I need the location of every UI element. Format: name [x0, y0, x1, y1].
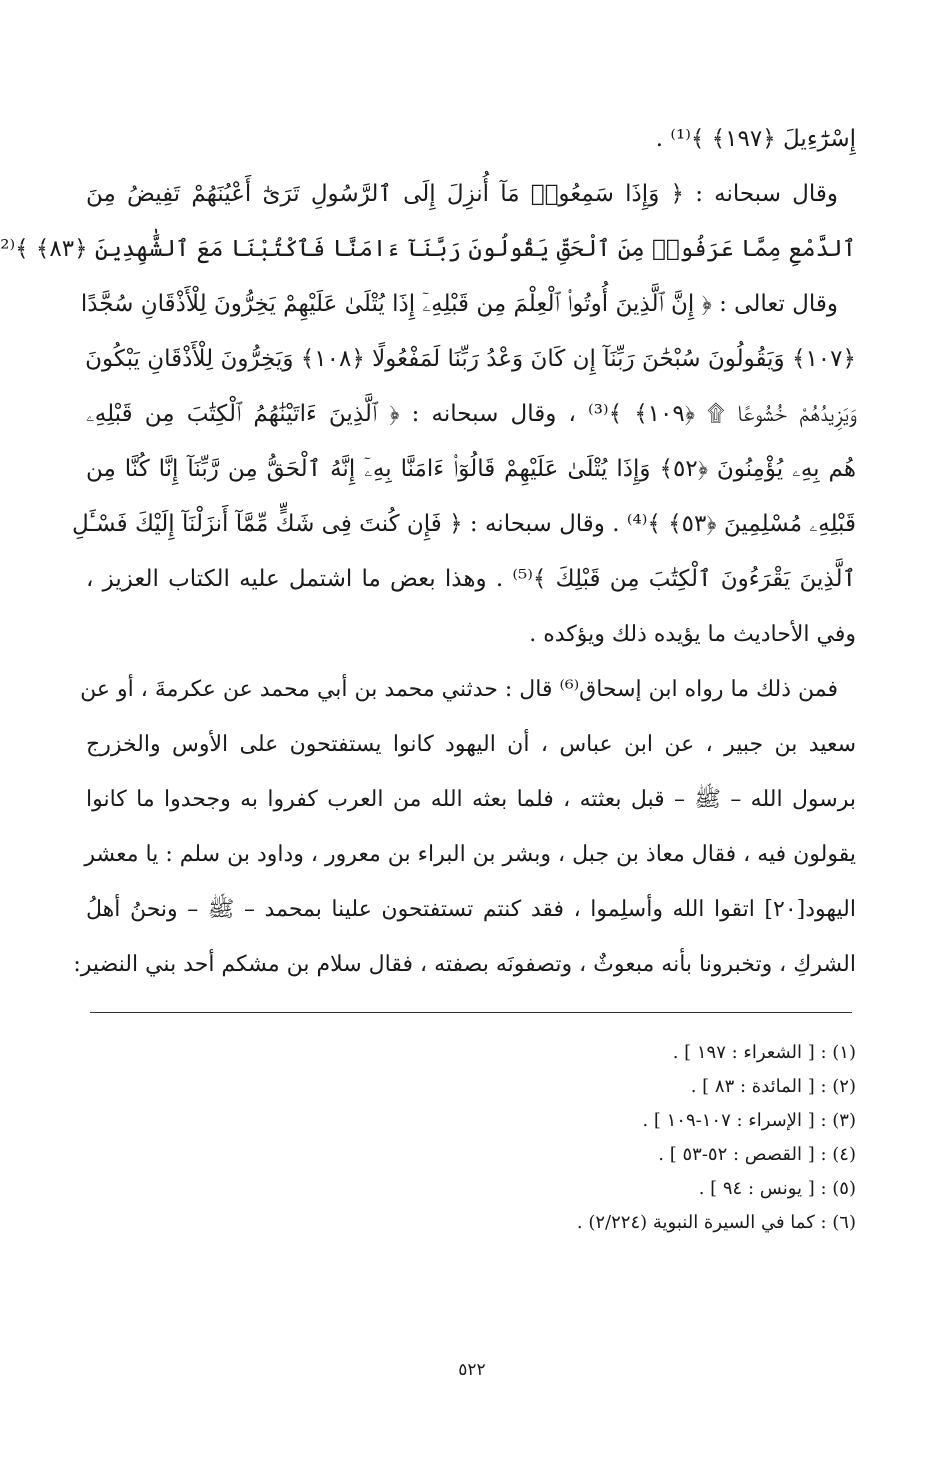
footnote-divider: [90, 1012, 852, 1013]
footnotes: [86, 1036, 856, 1240]
text-line: ٱلَّذِينَ يَقْرَءُونَ ٱلْكِتَٰبَ مِن قَبْلِكَ ﴾⁽⁵⁾ . وهذا بعض ما اشتمل عليه الكتاب العزيز ،: [86, 566, 856, 592]
text-line: وفي الأحاديث ما يؤيده ذلك ويؤكده .: [529, 622, 856, 647]
text-line: يقولون فيه ، فقال معاذ بن جبل ، وبشر بن البراء بن معرور ، وداود بن سلم : يا معشر: [84, 842, 856, 867]
text-line: سعيد بن جبير ، عن ابن عباس ، أن اليهود كانوا يستفتحون على الأوس والخزرج: [86, 732, 856, 757]
text-line: اليهود[٢٠] اتقوا الله وأسلِموا ، فقد كنتم تستفتحون علينا بمحمد – ﷺ – ونحنُ أهلُ: [86, 897, 856, 922]
text-line: ٱلدَّمْعِ مِمَّا عَرَفُوا۟ مِنَ ٱلْحَقِّ يَقُولُونَ رَبَّنَآ ءَامَنَّا فَٱكْتُبْنَا مَعَ ٱلشَّٰهِدِينَ ﴿٨٣﴾ ﴾⁽²: [0, 236, 856, 262]
text-line: فمن ذلك ما رواه ابن إسحاق⁽⁶⁾ قال : حدثني محمد بن أبي محمد عن عكرمةَ ، أو عن: [80, 677, 838, 702]
text-line: هُم بِهِۦ يُؤْمِنُونَ ﴿٥٢﴾ وَإِذَا يُتْلَىٰ عَلَيْهِمْ قَالُوٓا۟ ءَامَنَّا بِهِۦٓ إِنَّهُ ٱلْحَقُّ مِن رَّبِّنَآ إِنَّا كُنَّا مِن: [86, 456, 856, 482]
page-number: ٥٢٢: [458, 1360, 486, 1380]
text-line: وقال سبحانه : ﴿ وَإِذَا سَمِعُوا۟ مَآ أُنزِلَ إِلَى ٱلرَّسُولِ تَرَىٰٓ أَعْيُنَهُمْ تَفِيضُ مِنَ: [86, 181, 838, 207]
text-line: وَيَزِيدُهُمْ خُشُوعًا ۩ ﴿١٠٩﴾ ﴾⁽³⁾ ، وقال سبحانه : ﴿ ٱلَّذِينَ ءَاتَيْنَٰهُمُ ٱلْكِتَٰبَ مِن قَبْلِهِۦ: [86, 401, 856, 427]
text-line: قَبْلِهِۦ مُسْلِمِينَ ﴿٥٣﴾ ﴾⁽⁴⁾ . وقال سبحانه : ﴿ فَإِن كُنتَ فِى شَكٍّ مِّمَّآ أَنزَلْنَآ إِلَيْكَ فَسْـَٔلِ: [71, 511, 856, 537]
text-line: ﴿١٠٧﴾ وَيَقُولُونَ سُبْحَٰنَ رَبِّنَآ إِن كَانَ وَعْدُ رَبِّنَا لَمَفْعُولًا ﴿١٠٨﴾ وَيَخِرُّونَ لِلْأَذْقَانِ يَبْكُونَ: [85, 346, 856, 372]
text-line: وقال تعالى : ﴿ إِنَّ ٱلَّذِينَ أُوتُوا۟ ٱلْعِلْمَ مِن قَبْلِهِۦٓ إِذَا يُتْلَىٰ عَلَيْهِمْ يَخِرُّونَ لِلْأَذْقَانِ سُجَّدًا: [80, 291, 838, 317]
footnote: (٣) : [ الإسراء : ١٠٧-١٠٩ ] .: [642, 1110, 856, 1131]
main-text: [0, 112, 856, 992]
text-line: إِسْرَٰٓءِيلَ ﴿١٩٧﴾ ﴾⁽¹⁾ .: [655, 126, 856, 152]
footnote: (١) : [ الشعراء : ١٩٧ ] .: [672, 1042, 856, 1063]
footnote: (٤) : [ القصص : ٥٢-٥٣ ] .: [658, 1144, 856, 1165]
text-line: الشركِ ، وتخبرونا بأنه مبعوثٌ ، وتصفونَه بصفته ، فقال سلام بن مشكم أحد بني النضير:: [73, 952, 856, 977]
text-line: برسول الله – ﷺ – قبل بعثته ، فلما بعثه الله من العرب كفروا به وجحدوا ما كانوا: [86, 787, 856, 812]
footnote: (٦) : كما في السيرة النبوية (٢/٢٢٤) .: [576, 1212, 856, 1233]
footnote: (٢) : [ المائدة : ٨٣ ] .: [690, 1076, 856, 1097]
footnote: (٥) : [ يونس : ٩٤ ] .: [698, 1178, 856, 1199]
